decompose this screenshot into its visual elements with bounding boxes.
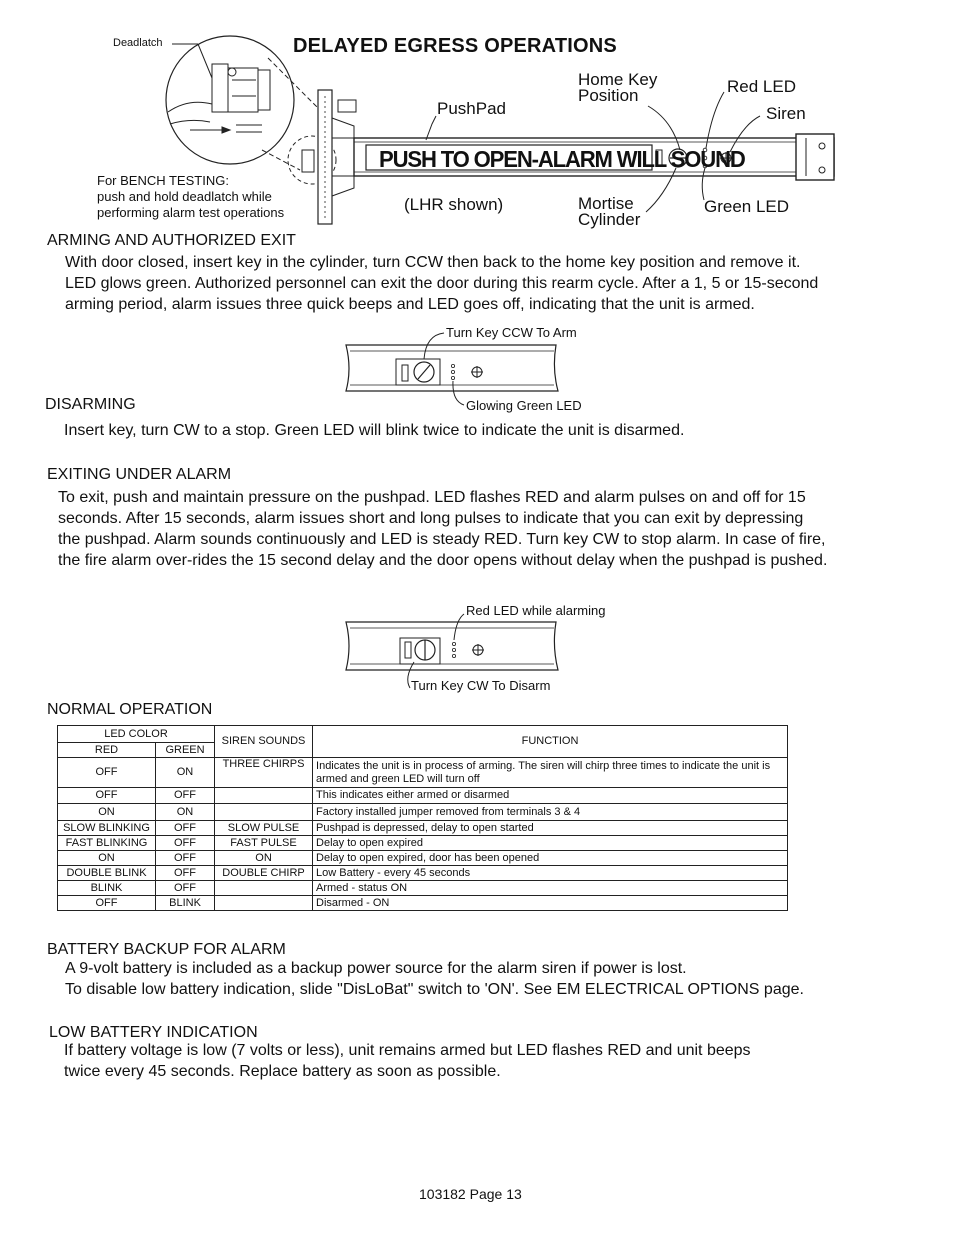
- red-led-label: Red LED: [727, 77, 796, 96]
- normal-operation-heading: NORMAL OPERATION: [47, 701, 213, 718]
- function-header: FUNCTION: [313, 726, 788, 758]
- table-row: FAST BLINKING OFF FAST PULSE Delay to open expired: [58, 836, 788, 851]
- lhr-shown-label: (LHR shown): [404, 195, 504, 214]
- battery-backup-heading: BATTERY BACKUP FOR ALARM: [47, 941, 286, 958]
- exiting-heading: EXITING UNDER ALARM: [47, 466, 232, 483]
- glowing-green-led-label: Glowing Green LED: [466, 398, 582, 413]
- table-row: OFF BLINK Disarmed - ON: [58, 896, 788, 911]
- led-color-header: LED COLOR: [58, 726, 215, 743]
- turn-key-cw-label: Turn Key CW To Disarm: [411, 678, 551, 693]
- green-led-label: Green LED: [704, 197, 790, 216]
- green-header: GREEN: [156, 743, 215, 758]
- normal-operation-table: [57, 725, 788, 911]
- siren-sounds-header: SIREN SOUNDS: [215, 726, 313, 758]
- table-row: OFF OFF This indicates either armed or disarmed: [58, 788, 788, 804]
- pushpad-label: PushPad: [437, 99, 506, 118]
- red-header: RED: [58, 743, 156, 758]
- mortise-cylinder-label: Mortise Cylinder: [578, 194, 641, 229]
- bench-testing-note: For BENCH TESTING: push and hold deadlatch while performing alarm test operations: [97, 173, 285, 220]
- page-footer: 103182 Page 13: [419, 1186, 522, 1202]
- low-battery-heading: LOW BATTERY INDICATION: [49, 1024, 258, 1041]
- table-row: SLOW BLINKING OFF SLOW PULSE Pushpad is depressed, delay to open started: [58, 821, 788, 836]
- battery-backup-text: A 9-volt battery is included as a backup power source for the alarm siren if power is lost. To disable low battery indication, slide "DisLoBat" switch to 'ON'. See EM ELECTRICAL OPTIONS page.: [65, 960, 804, 998]
- low-battery-text: If battery voltage is low (7 volts or less), unit remains armed but LED flashes RED and unit beeps twice every 45 seconds. Replace battery as soon as possible.: [64, 1042, 751, 1080]
- table-row: DOUBLE BLINK OFF DOUBLE CHIRP Low Battery - every 45 seconds: [58, 866, 788, 881]
- page-title: DELAYED EGRESS OPERATIONS: [293, 35, 617, 57]
- table-row: ON OFF ON Delay to open expired, door has been opened: [58, 851, 788, 866]
- table-row: ON ON Factory installed jumper removed from terminals 3 & 4: [58, 804, 788, 821]
- table-row: BLINK OFF Armed - status ON: [58, 881, 788, 896]
- turn-key-ccw-label: Turn Key CCW To Arm: [446, 325, 577, 340]
- pushpad-legend: PUSH TO OPEN-ALARM WILL SOUND: [379, 146, 745, 172]
- table-row: OFF ON THREE CHIRPS Indicates the unit is in process of arming. The siren will chirp three times to indicate the unit is armed and green LED will turn off: [58, 758, 788, 788]
- siren-label: Siren: [766, 104, 806, 123]
- deadlatch-label: Deadlatch: [113, 37, 163, 49]
- disarming-heading: DISARMING: [45, 396, 136, 413]
- disarming-text: Insert key, turn CW to a stop. Green LED will blink twice to indicate the unit is disarmed.: [64, 422, 685, 439]
- red-led-alarming-label: Red LED while alarming: [466, 603, 606, 618]
- home-key-position-label: Home Key Position: [578, 70, 658, 105]
- exiting-text: To exit, push and maintain pressure on the pushpad. LED flashes RED and alarm pulses on and off for 15 seconds. After 15 seconds, alarm issues short and long pulses to indicate that you can exit by depressing the pushpad. Alarm sounds continuously and LED is steady RED. Turn key CW to stop alarm. In case of fire, the fire alarm over-rides the 15 second delay and the door opens without delay when the pushpad is pushed.: [58, 489, 828, 569]
- arming-heading: ARMING AND AUTHORIZED EXIT: [47, 232, 296, 249]
- arming-text: With door closed, insert key in the cylinder, turn CCW then back to the home key position and remove it. LED glows green. Authorized personnel can exit the door during this rearm cycle. After a 1, 5 or 15-second arming period, alarm issues three quick beeps and LED goes off, indicating that the unit is armed.: [65, 254, 819, 313]
